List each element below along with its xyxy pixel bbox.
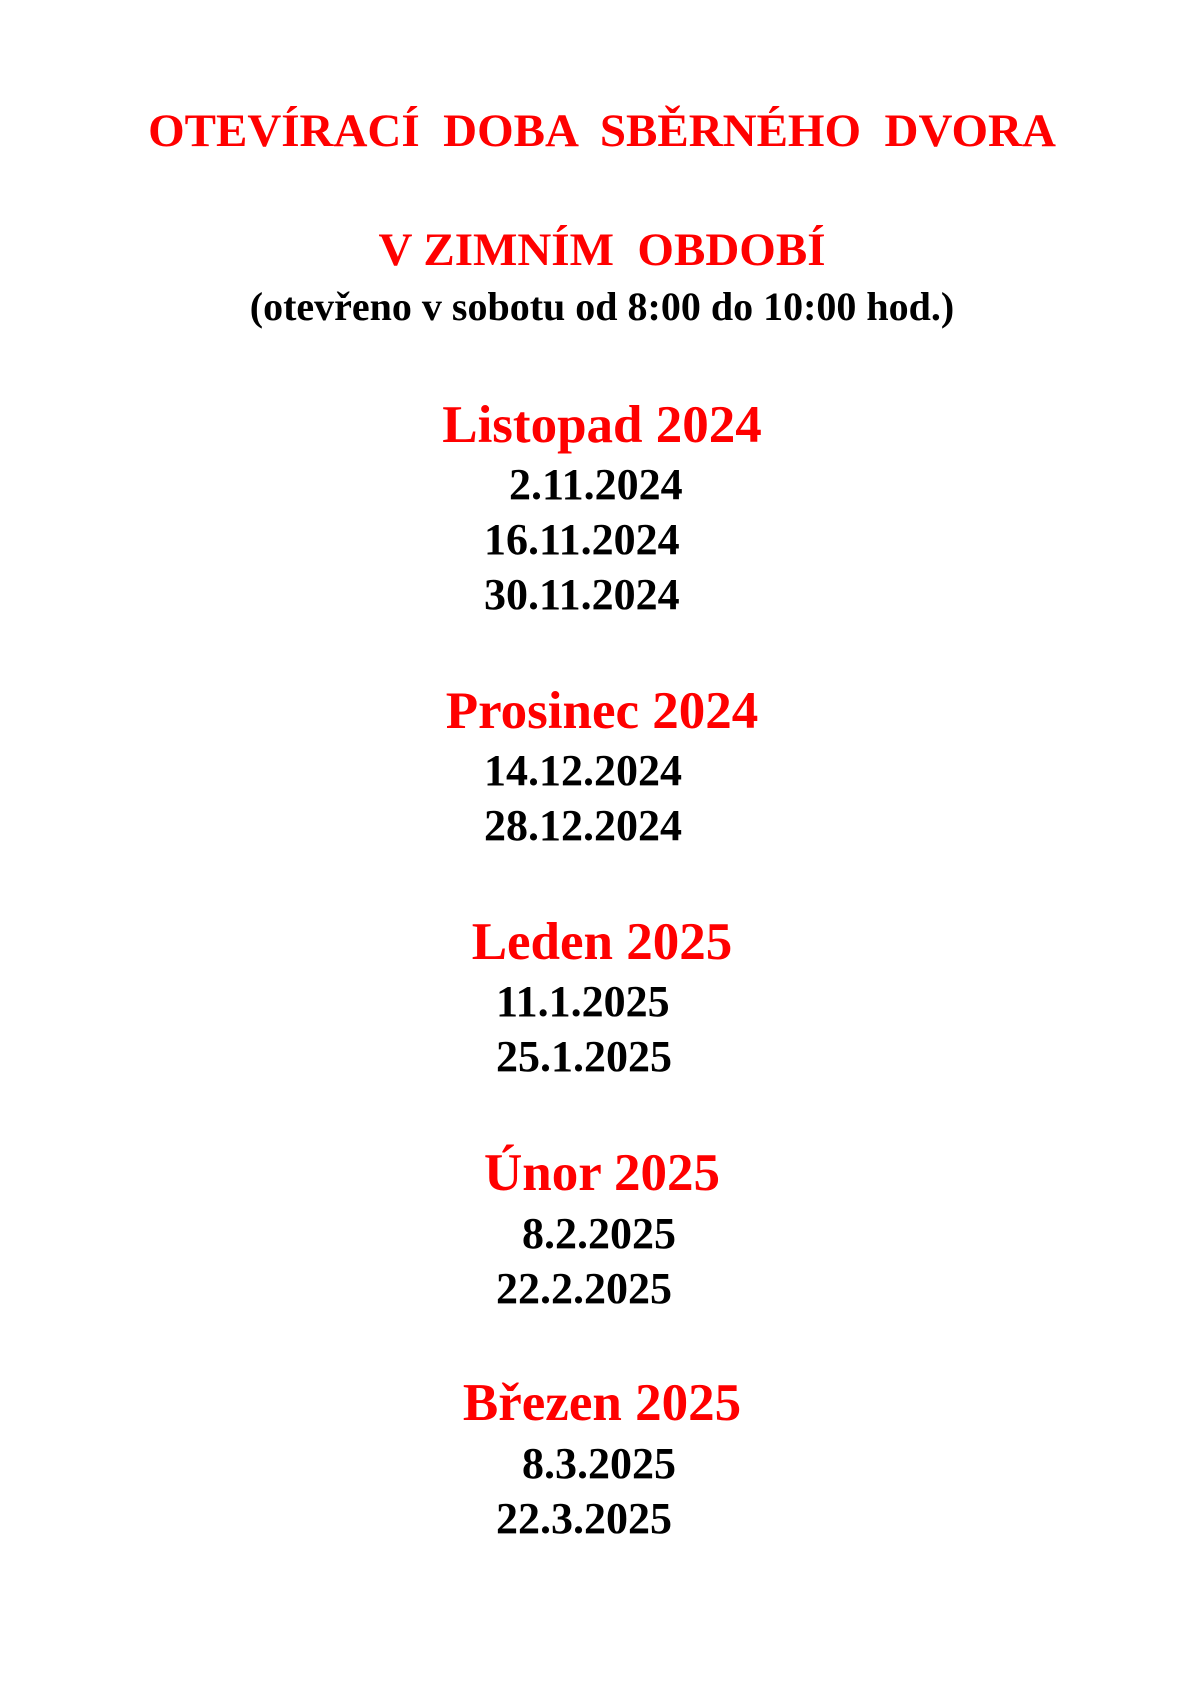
date-item: 8.2.2025 <box>522 1209 676 1258</box>
month-heading-unor: Únor 2025 <box>483 1144 721 1202</box>
date-item: 2.11.2024 <box>509 460 683 509</box>
date-item: 30.11.2024 <box>484 570 680 619</box>
opening-hours-note: (otevřeno v sobotu od 8:00 do 10:00 hod.) <box>249 284 955 329</box>
date-item: 22.3.2025 <box>496 1494 672 1543</box>
date-item: 25.1.2025 <box>496 1032 672 1081</box>
month-heading-listopad: Listopad 2024 <box>442 396 762 454</box>
month-heading-brezen: Březen 2025 <box>462 1374 742 1432</box>
page-title: OTEVÍRACÍ DOBA SBĚRNÉHO DVORA <box>148 105 1056 157</box>
date-item: 22.2.2025 <box>496 1264 672 1313</box>
month-heading-leden: Leden 2025 <box>471 913 733 971</box>
date-item: 14.12.2024 <box>484 746 682 795</box>
season-subtitle: V ZIMNÍM OBDOBÍ <box>378 224 826 276</box>
month-heading-prosinec: Prosinec 2024 <box>445 682 759 740</box>
date-item: 11.1.2025 <box>496 977 670 1026</box>
date-item: 8.3.2025 <box>522 1439 676 1488</box>
date-item: 28.12.2024 <box>484 801 682 850</box>
date-item: 16.11.2024 <box>484 515 680 564</box>
